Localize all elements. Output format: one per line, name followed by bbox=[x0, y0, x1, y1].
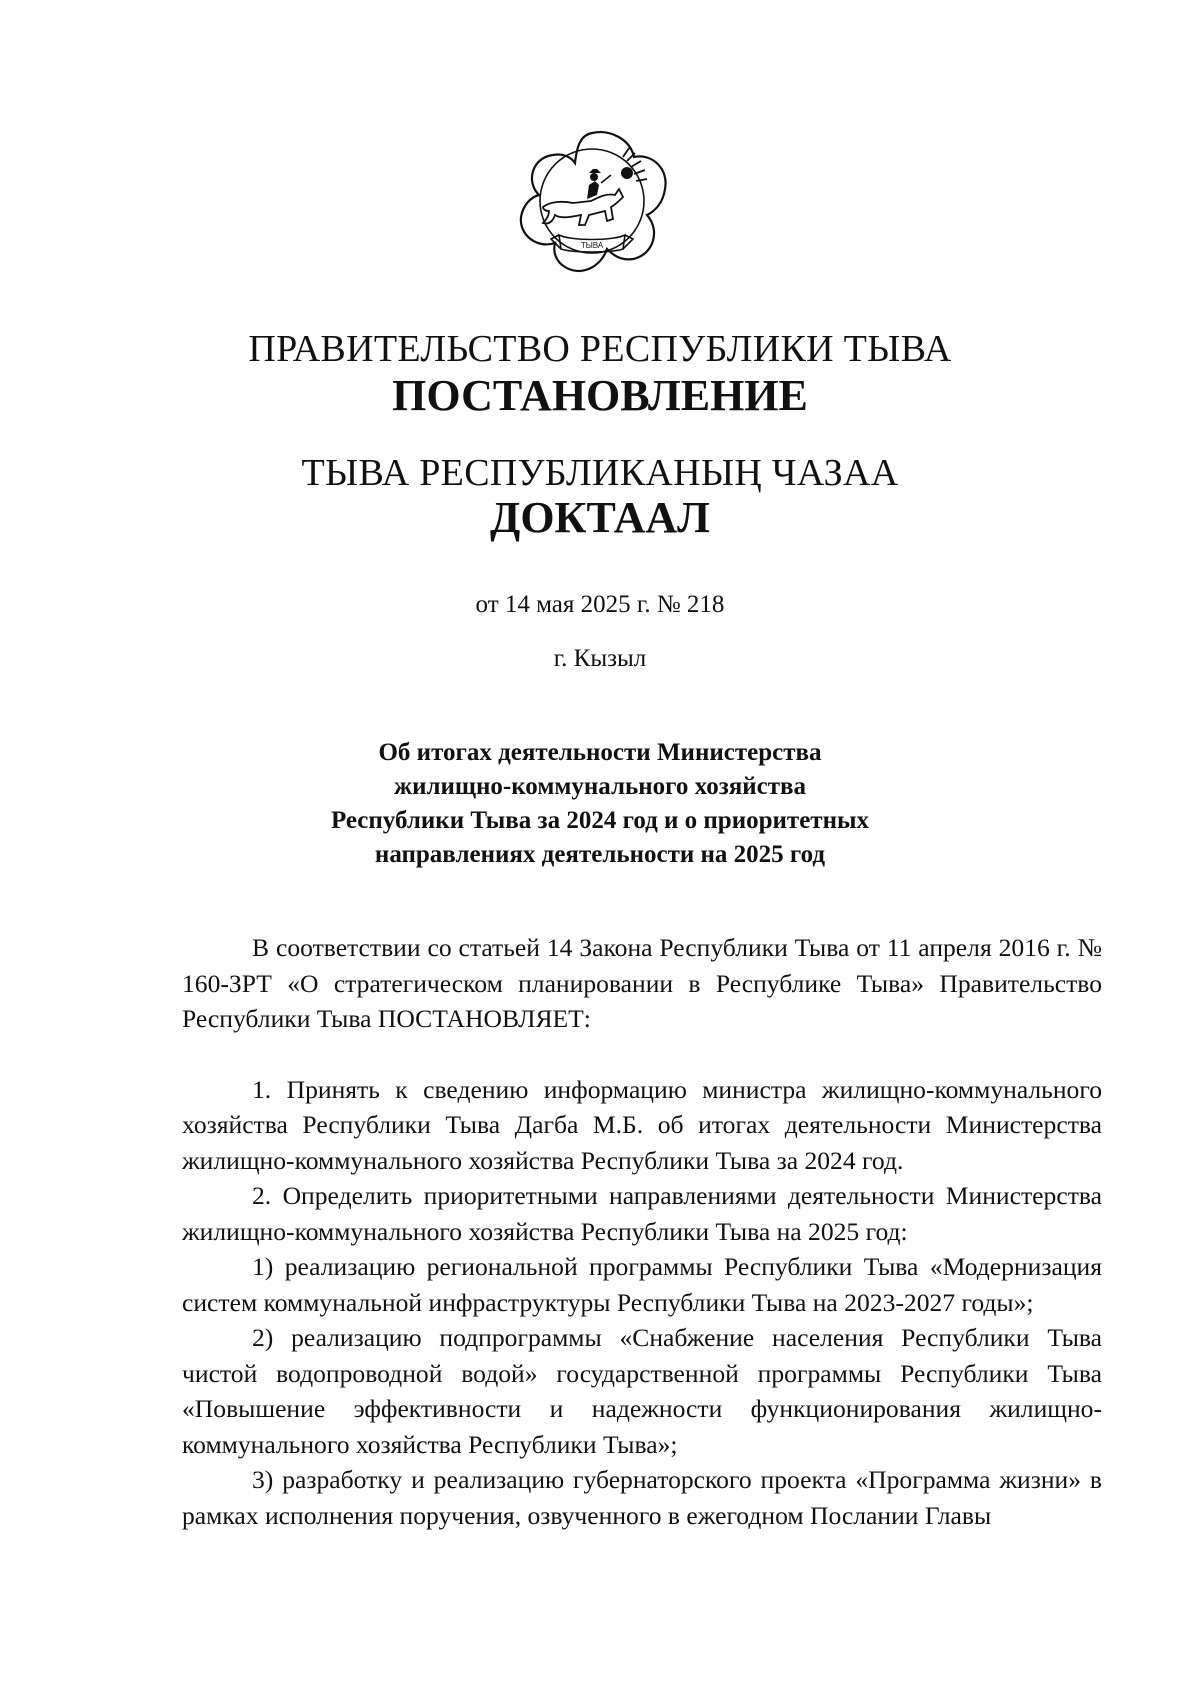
body-paragraph: 2. Определить приоритетными направлениями деятельности Министерства жилищно-коммунального хозяйства Республики Тыва на 2025 год: bbox=[182, 1181, 1102, 1246]
decree-title-ru: ПОСТАНОВЛЕНИЕ bbox=[392, 371, 808, 420]
decree-body bbox=[182, 930, 1102, 1533]
emblem-ribbon-text: ТЫВА bbox=[580, 241, 604, 250]
body-paragraph: 1) реализацию региональной программы Республики Тыва «Модернизация систем коммунальной инфраструктуры Республики Тыва на 2023-2027 годы»; bbox=[182, 1252, 1102, 1317]
body-paragraph: 3) разработку и реализацию губернаторского проекта «Программа жизни» в рамках исполнения поручения, озвученного в ежегодном Послании Главы bbox=[182, 1465, 1102, 1530]
title-line: Об итогах деятельности Министерства bbox=[378, 739, 822, 766]
body-paragraph: 1. Принять к сведению информацию министра жилищно-коммунального хозяйства Республики Тыва Дагба М.Б. об итогах деятельности Министерства жилищно-коммунального хозяйства Республики Тыва за 2024 год. bbox=[182, 1074, 1102, 1175]
government-name-ru: ПРАВИТЕЛЬСТВО РЕСПУБЛИКИ ТЫВА bbox=[248, 328, 952, 370]
coat-of-arms-emblem bbox=[515, 127, 669, 277]
preamble-paragraph: В соответствии со статьей 14 Закона Республики Тыва от 11 апреля 2016 г. № 160-ЗРТ «О стратегическом планировании в Республике Тыва» Правительство Республики Тыва ПОСТАНОВЛЯЕТ: bbox=[182, 933, 1102, 1033]
title-line: жилищно-коммунального хозяйства bbox=[393, 773, 807, 800]
government-name-tv: ТЫВА РЕСПУБЛИКАНЫҢ ЧАЗАА bbox=[301, 452, 899, 494]
body-paragraph: 2) реализацию подпрограммы «Снабжение населения Республики Тыва чистой водопроводной водой» государственной программы Республики Тыва «Повышение эффективности и надежности функционирования жилищно-коммунального хозяйства Республики Тыва»; bbox=[182, 1323, 1102, 1459]
decree-date-number: от 14 мая 2025 г. № 218 bbox=[475, 591, 725, 618]
title-line: Республики Тыва за 2024 год и о приоритетных bbox=[330, 807, 870, 834]
decree-city: г. Кызыл bbox=[553, 645, 647, 672]
decree-title-tv: ДОКТААЛ bbox=[490, 493, 710, 542]
title-line: направлениях деятельности на 2025 год bbox=[374, 841, 826, 868]
decree-subject-title bbox=[0, 736, 1200, 872]
